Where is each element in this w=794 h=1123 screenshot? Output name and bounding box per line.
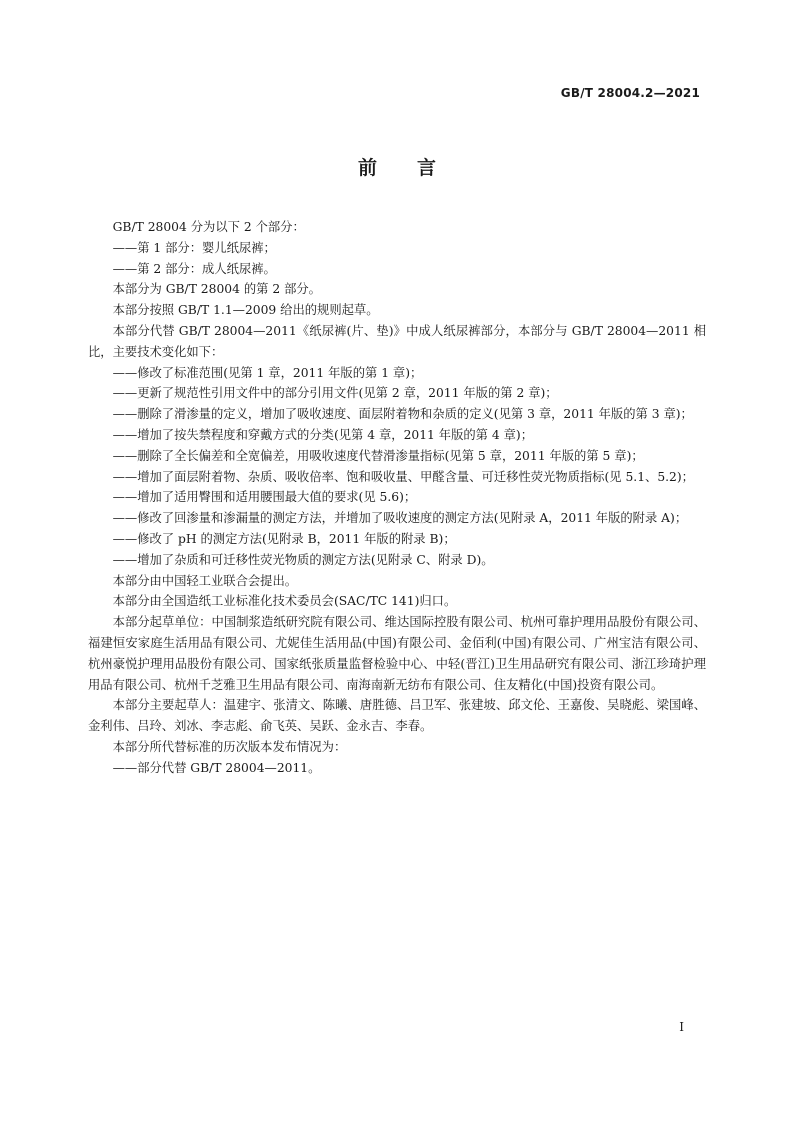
list-item: ——部分代替 GB/T 28004—2011。 bbox=[112, 760, 321, 775]
page-title: 前言 bbox=[357, 157, 476, 179]
paragraph: 本部分由中国轻工业联合会提出。 bbox=[112, 573, 298, 588]
paragraph: 本部分所代替标准的历次版本发布情况为： bbox=[112, 739, 347, 754]
list-item: ——第 1 部分：婴儿纸尿裤； bbox=[112, 240, 276, 255]
page-number: I bbox=[679, 1020, 684, 1034]
list-item: ——增加了面层附着物、杂质、吸收倍率、饱和吸收量、甲醛含量、可迁移性荧光物质指标(见 5.1、5.2)； bbox=[112, 469, 694, 484]
list-item: ——第 2 部分：成人纸尿裤。 bbox=[112, 261, 276, 276]
paragraph: 本部分为 GB/T 28004 的第 2 部分。 bbox=[112, 282, 321, 297]
paragraph: 本部分起草单位：中国制浆造纸研究院有限公司、维达国际控股有限公司、杭州可靠护理用品股份有限公司、福建恒安家庭生活用品有限公司、尤妮佳生活用品(中国)有限公司、金佰利(中国)有限公司、广州宝洁有限公司、杭州豪悦护理用品股份有限公司、国家纸张质量监督检验中心、中轻(晋江)卫生用品研究有限公司、浙江珍琦护理用品有限公司、杭州千芝雅卫生用品有限公司、南海南新无纺布有限公司、住友精化(中国)投资有限公司。 bbox=[88, 615, 706, 692]
list-item: ——删除了滑渗量的定义，增加了吸收速度、面层附着物和杂质的定义(见第 3 章，2011 年版的第 3 章)； bbox=[112, 407, 693, 422]
paragraph: 本部分由全国造纸工业标准化技术委员会(SAC/TC 141)归口。 bbox=[112, 594, 457, 609]
paragraph: 本部分代替 GB/T 28004—2011《纸尿裤(片、垫)》中成人纸尿裤部分，本部分与 GB/T 28004—2011 相比，主要技术变化如下： bbox=[88, 323, 706, 359]
paragraph: 本部分主要起草人：温建宇、张清文、陈曦、唐胜德、吕卫军、张建坡、邱文伦、王嘉俊、吴晓彪、梁国峰、金利伟、吕玲、刘冰、李志彪、俞飞英、吴跃、金永吉、李春。 bbox=[88, 698, 706, 734]
list-item: ——删除了全长偏差和全宽偏差，用吸收速度代替滑渗量指标(见第 5 章，2011 年版的第 5 章)； bbox=[112, 448, 644, 463]
list-item: ——修改了标准范围(见第 1 章，2011 年版的第 1 章)； bbox=[112, 365, 423, 380]
paragraph: 本部分按照 GB/T 1.1—2009 给出的规则起草。 bbox=[112, 303, 379, 318]
list-item: ——增加了适用臀围和适用腰围最大值的要求(见 5.6)； bbox=[112, 490, 417, 505]
list-item: ——修改了 pH 的测定方法(见附录 B，2011 年版的附录 B)； bbox=[112, 531, 456, 546]
list-item: ——增加了按失禁程度和穿戴方式的分类(见第 4 章，2011 年版的第 4 章)； bbox=[112, 427, 533, 442]
standard-code: GB/T 28004.2—2021 bbox=[560, 86, 700, 100]
paragraph: GB/T 28004 分为以下 2 个部分： bbox=[112, 220, 305, 234]
list-item: ——更新了规范性引用文件中的部分引用文件(见第 2 章，2011 年版的第 2 章)； bbox=[112, 386, 558, 401]
list-item: ——修改了回渗量和渗漏量的测定方法，并增加了吸收速度的测定方法(见附录 A，2011 年版的附录 A)； bbox=[112, 511, 688, 526]
document-body bbox=[88, 217, 706, 779]
list-item: ——增加了杂质和可迁移性荧光物质的测定方法(见附录 C、附录 D)。 bbox=[112, 552, 494, 567]
